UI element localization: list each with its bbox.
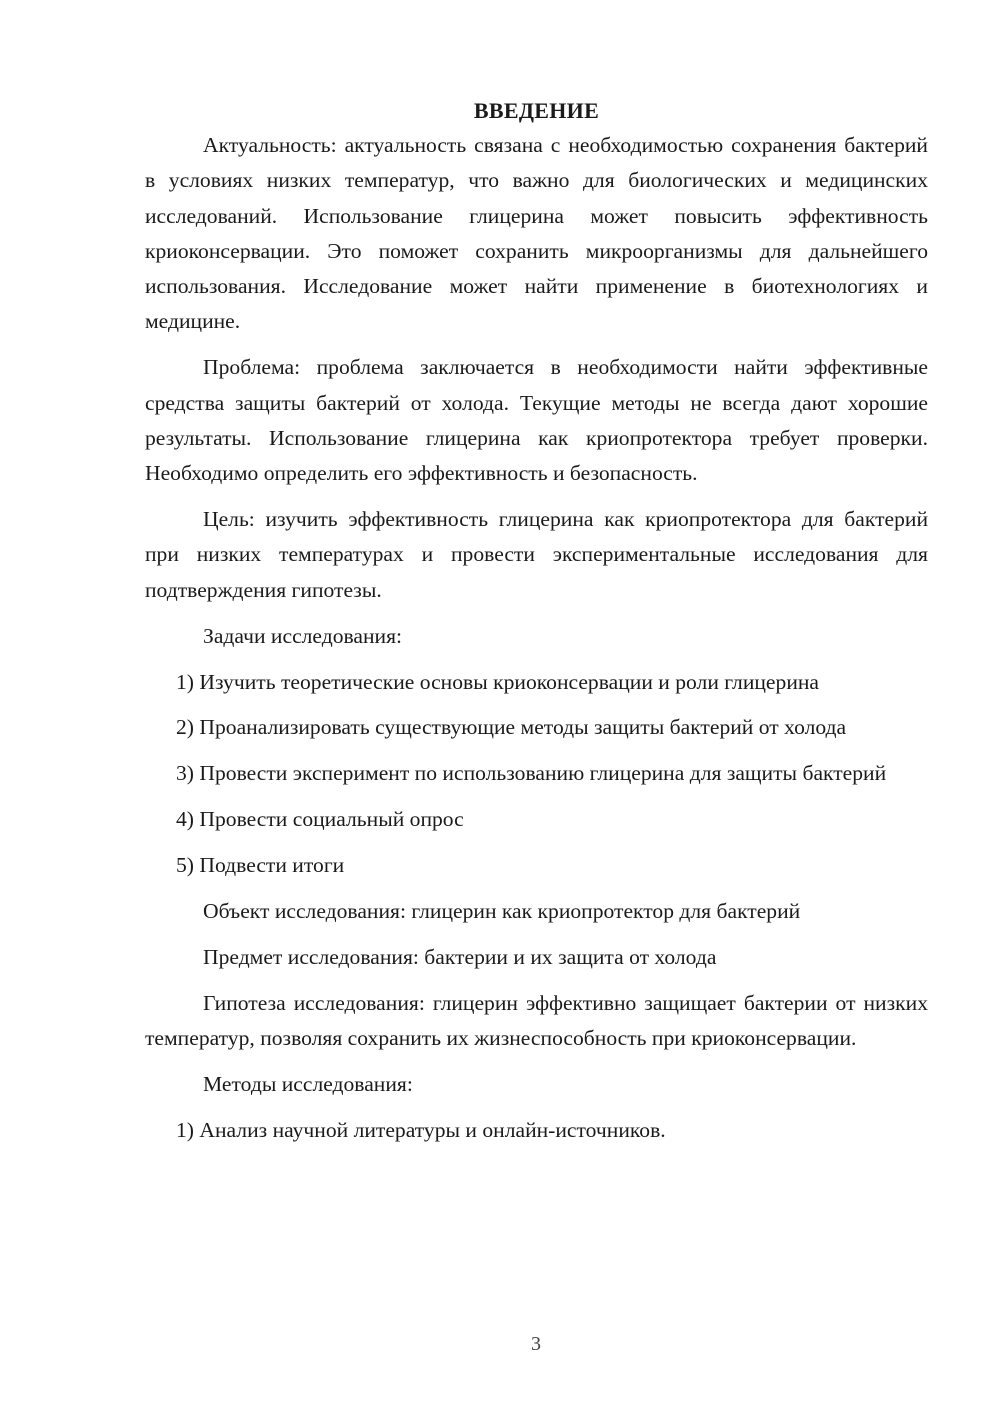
- task-item-1: 1) Изучить теоретические основы криоконсервации и роли глицерина: [176, 669, 820, 694]
- task-item-5: 5) Подвести итоги: [176, 853, 345, 878]
- hypothesis-paragraph: Гипотеза исследования: глицерин эффективно защищает бактерии от низких температур, позволяя сохранить их жизнеспособность при криоконсервации.: [145, 990, 928, 1051]
- task-item-4: 4) Провести социальный опрос: [176, 807, 464, 832]
- relevance-paragraph: Актуальность: актуальность связана с необходимостью сохранения бактерий в условиях низких температур, что важно для биологических и медицинских исследований. Использование глицерина может повысить эффективность криоконсервации. Это поможет сохранить микроорганизмы для дальнейшего использования. Исследование может найти применение в биотехнологиях и медицине.: [145, 133, 928, 334]
- methods-heading: Методы исследования:: [203, 1071, 413, 1096]
- page-number: 3: [531, 1333, 541, 1355]
- task-item-3: 3) Провести эксперимент по использованию глицерина для защиты бактерий: [176, 761, 887, 786]
- method-item-1: 1) Анализ научной литературы и онлайн-источников.: [176, 1117, 666, 1142]
- problem-paragraph: Проблема: проблема заключается в необходимости найти эффективные средства защиты бактерий от холода. Текущие методы не всегда дают хорошие результаты. Использование глицерина как криопротектора требует проверки. Необходимо определить его эффективность и безопасность.: [145, 355, 928, 486]
- section-title: ВВЕДЕНИЕ: [473, 98, 600, 123]
- research-subject: Предмет исследования: бактерии и их защита от холода: [203, 944, 717, 969]
- goal-paragraph: Цель: изучить эффективность глицерина как криопротектора для бактерий при низких температурах и провести экспериментальные исследования для подтверждения гипотезы.: [145, 507, 928, 602]
- research-object: Объект исследования: глицерин как криопротектор для бактерий: [203, 898, 801, 923]
- document-page: [145, 94, 928, 1159]
- task-item-2: 2) Проанализировать существующие методы защиты бактерий от холода: [176, 715, 847, 740]
- tasks-heading: Задачи исследования:: [203, 623, 403, 648]
